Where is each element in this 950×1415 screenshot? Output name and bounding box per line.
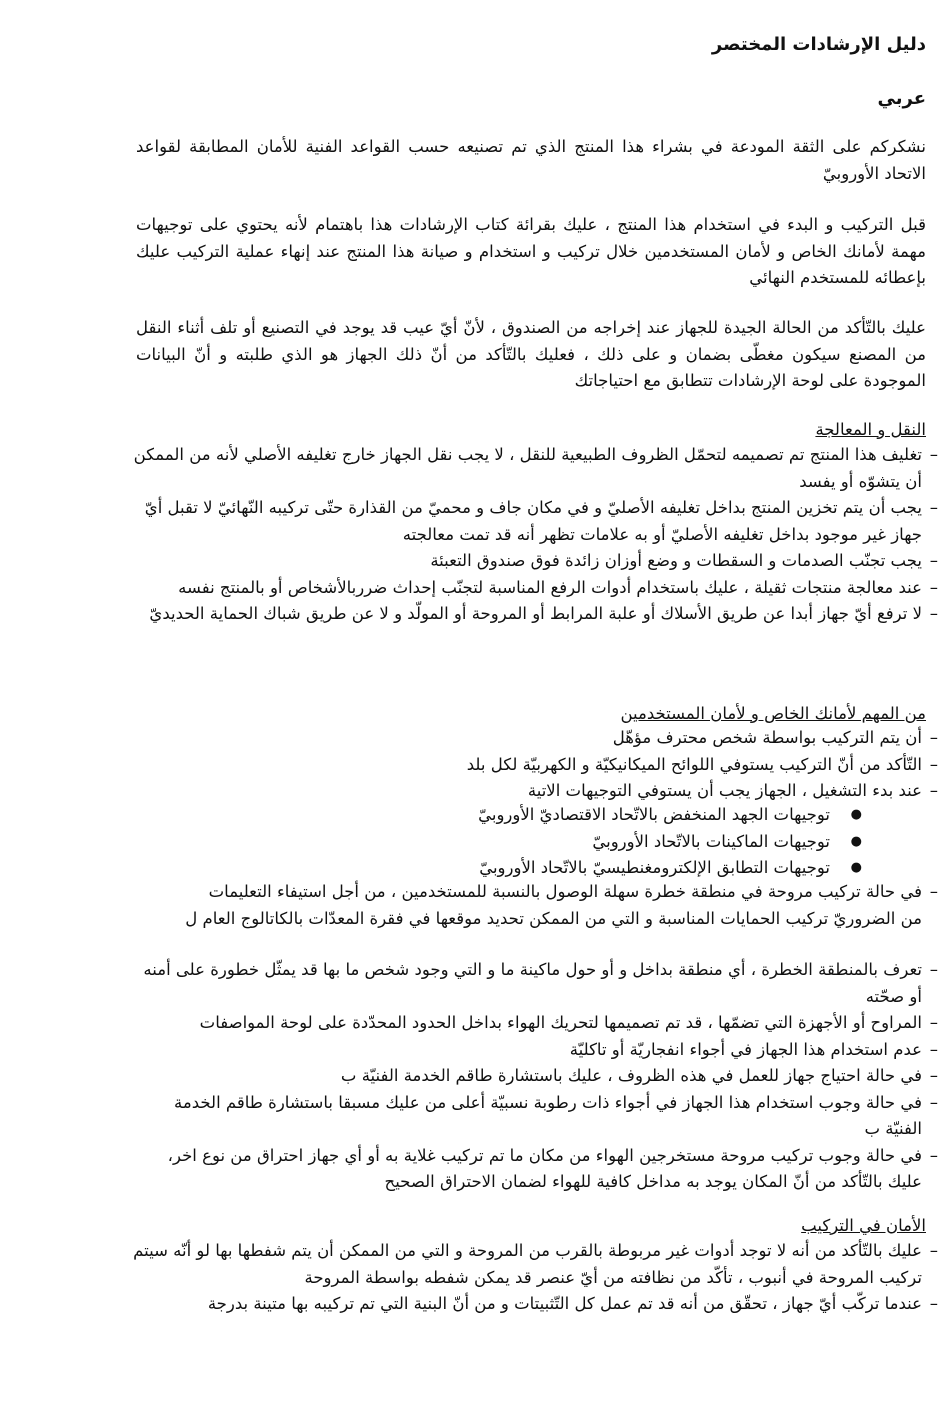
list-item: – تغليف هذا المنتج تم تصميمه لتحمّل الظروف الطبيعية للنقل ، لا يجب نقل الجهاز خارج تغليفه الأصلي لأنه من الممكن أن يتشوّه أو يفسد: [133, 442, 938, 495]
safety-list-b: [133, 957, 938, 1196]
list-item: – تعرف بالمنطقة الخطرة ، أي منطقة بداخل و أو حول ماكينة ما و التي وجود شخص ما بها قد يمثّل خطورة على أمنه أو صحّته: [133, 957, 938, 1010]
list-item: – عند معالجة منتجات ثقيلة ، عليك باستخدام أدوات الرفع المناسبة لتجنّب إحداث ضرربالأشخاص أو بالمنتج نفسه: [133, 575, 938, 602]
safety-list-a: [133, 725, 938, 805]
document-title: دليل الإرشادات المختصر: [711, 34, 926, 55]
list-item: – عليك بالتّأكد من أنه لا توجد أدوات غير مربوطة بالقرب من المروحة و التي من الممكن أن يتم شفطها بها لو أنّه سيتم تركيب المروحة في أنبوب ، تأكّد من نظافته من أيّ عنصر قد يمكن شفطه بواسطة المروحة: [133, 1238, 938, 1291]
directives-list: [266, 802, 866, 882]
list-item: – في حالة وجوب استخدام هذا الجهاز في أجواء ذات رطوبة نسبيّة أعلى من عليك مسبقا باستشارة طاقم الخدمة الفنيّة ب: [133, 1090, 938, 1143]
section-heading-safety: من المهم لأمانك الخاص و لأمان المستخدمين: [620, 704, 926, 723]
list-item: – في حالة احتياج جهاز للعمل في هذه الظروف ، عليك باستشارة طاقم الخدمة الفنيّة ب: [133, 1063, 938, 1090]
safety-list-fan-zone: [133, 879, 938, 932]
transport-list: [133, 442, 938, 628]
list-item: – يجب تجنّب الصدمات و السقطات و وضع أوزان زائدة فوق صندوق التعبئة: [133, 548, 938, 575]
intro-paragraph-check-device: عليك بالتّأكد من الحالة الجيدة للجهاز عند إخراجه من الصندوق ، لأنّ أيّ عيب قد يوجد في التصنيع أو تلف أثناء النقل من المصنع سيكون مغطّى بضمان و على ذلك ، فعليك بالتّأكد من أنّ ذلك الجهاز هو الذي طلبته و أنّ البيانات الموجودة على لوحة الإرشادات تتطابق مع احتياجاتك: [136, 318, 926, 390]
intro-paragraph-thanks: نشكركم على الثقة المودعة في بشراء هذا المنتج الذي تم تصنيعه حسب القواعد الفنية للأمان المطابقة لقواعد الاتحاد الأوروبيّ: [136, 137, 926, 183]
list-item: – في حالة وجوب تركيب مروحة مستخرجين الهواء من مكان ما تم تركيب غلاية به أو أي جهاز احتراق من نوع اخر، عليك بالتّأكد من أنّ المكان يوجد به مداخل كافية للهواء لضمان الاحتراق الصحيح: [133, 1143, 938, 1196]
directive-item: ● توجيهات التطابق الإلكترومغنطيسيّ بالاتّحاد الأوروبيّ: [266, 855, 866, 882]
fan-zone-line-2: من الضروريّ تركيب الحمايات المناسبة و التي من الممكن تحديد موقعها في فقرة المعدّات بالكاتالوج العام ل: [185, 908, 922, 928]
list-item: – عندما تركّب أيّ جهاز ، تحقّق من أنه قد تم عمل كل التّثبيتات و من أنّ البنية التي تم تركيبه بها متينة بدرجة: [133, 1291, 938, 1318]
list-item: [133, 879, 938, 932]
directive-item: ● توجيهات الماكينات بالاتّحاد الأوروبيّ: [266, 829, 866, 856]
list-item: – عند بدء التشغيل ، الجهاز يجب أن يستوفي التوجيهات الاتية: [133, 778, 938, 805]
list-item: – عدم استخدام هذا الجهاز في أجواء انفجاريّة أو تاكليّة: [133, 1037, 938, 1064]
install-list: [133, 1238, 938, 1318]
list-item: – يجب أن يتم تخزين المنتج بداخل تغليفه الأصليّ و في مكان جاف و محميّ من القذارة حتّى تركيبه النّهائيّ لا تقبل أيّ جهاز غير موجود بداخل تغليفه الأصليّ أو به علامات تظهر أنه قد تمت معالجته: [133, 495, 938, 548]
list-item: – أن يتم التركيب بواسطة شخص محترف مؤهّل: [133, 725, 938, 752]
section-heading-transport: النقل و المعالجة: [815, 420, 926, 439]
list-item: – لا ترفع أيّ جهاز أبدا عن طريق الأسلاك أو علبة المرابط أو المروحة أو المولّد و لا عن طريق شباك الحماية الحديديّ: [133, 601, 938, 628]
language-heading: عربي: [877, 88, 926, 109]
section-heading-install: الأمان في التركيب: [801, 1216, 926, 1235]
intro-paragraph-read-manual: قبل التركيب و البدء في استخدام هذا المنتج ، عليك بقرائة كتاب الإرشادات هذا باهتمام لأنه يحتوي على توجيهات مهمة لأمانك الخاص و لأمان المستخدمين خلال تركيب و استخدام و صيانة هذا المنتج عند إنهاء عملية التركيب عليك بإعطائه للمستخدم النهائي: [136, 215, 926, 287]
directive-item: ● توجيهات الجهد المنخفض بالاتّحاد الاقتصاديّ الأوروبيّ: [266, 802, 866, 829]
list-item: – المراوح أو الأجهزة التي تضمّها ، قد تم تصميمها لتحريك الهواء بداخل الحدود المحدّدة على لوحة المواصفات: [133, 1010, 938, 1037]
fan-zone-line-1: – في حالة تركيب مروحة في منطقة خطرة سهلة الوصول بالنسبة للمستخدمين ، من أجل استيفاء التعليمات: [208, 882, 922, 901]
list-item: – التّأكد من أنّ التركيب يستوفي اللوائح الميكانيكيّة و الكهربيّة لكل بلد: [133, 752, 938, 779]
